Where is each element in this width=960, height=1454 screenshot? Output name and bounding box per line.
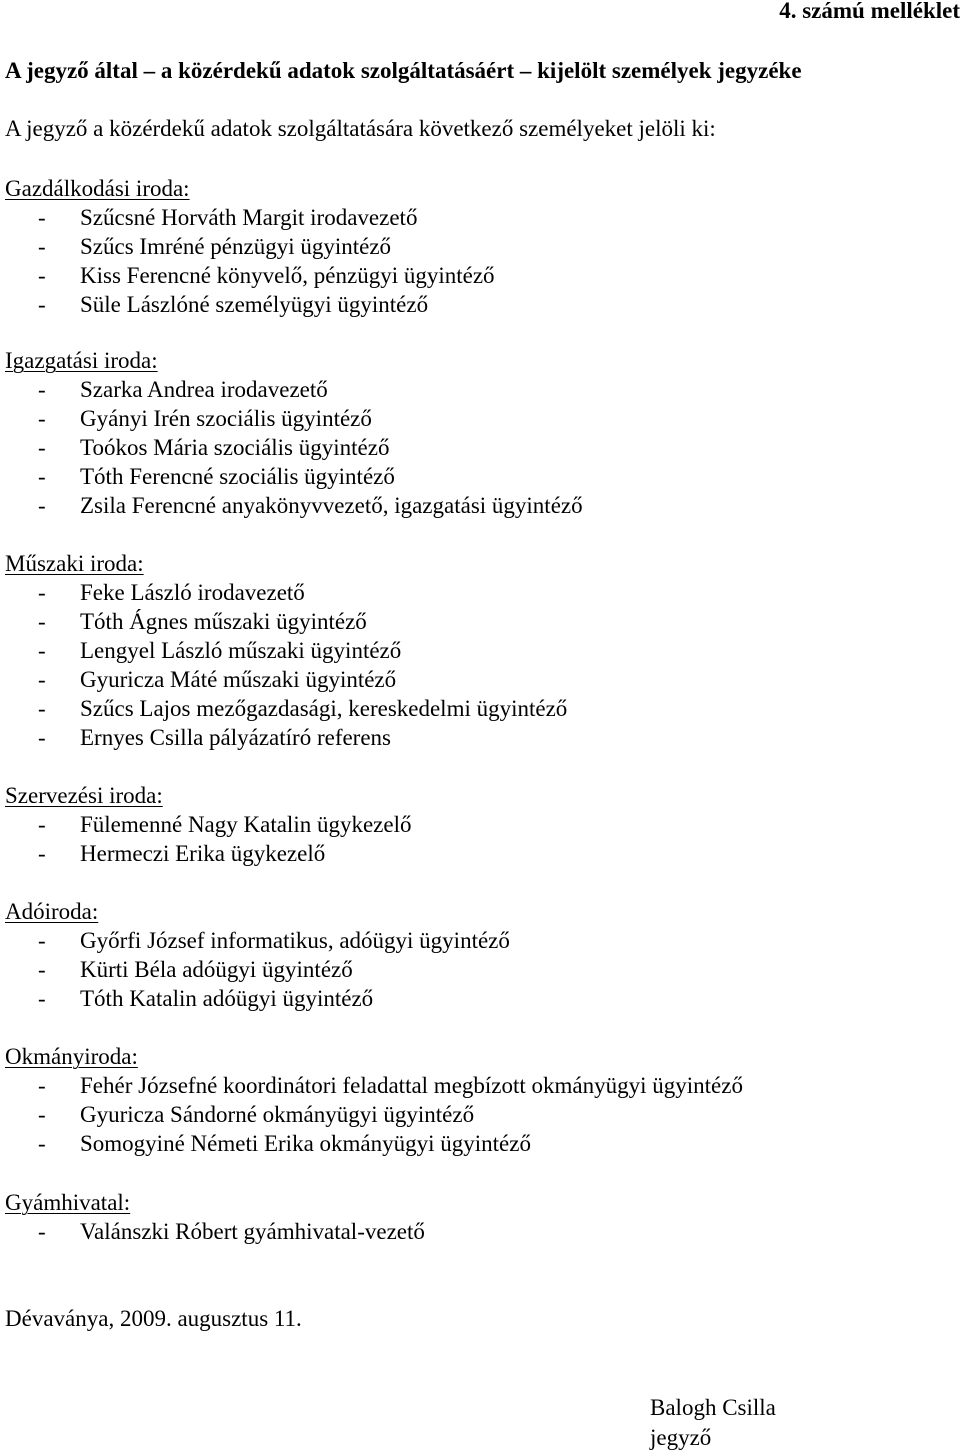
- bullet-dash: -: [38, 1219, 46, 1244]
- section-adoiroda: [5, 897, 945, 1013]
- bullet-dash: -: [38, 725, 46, 750]
- bullet-dash: -: [38, 957, 46, 982]
- item-text: Kürti Béla adóügyi ügyintéző: [80, 957, 353, 982]
- item-list: [5, 810, 945, 868]
- item-list: [5, 1071, 945, 1158]
- section-okmanyiroda: [5, 1042, 945, 1158]
- item-text: Hermeczi Erika ügykezelő: [80, 841, 326, 866]
- item-list: [5, 926, 945, 1013]
- item-text: Somogyiné Németi Erika okmányügyi ügyintéző: [80, 1131, 531, 1156]
- section-title: Szervezési iroda:: [5, 783, 163, 808]
- bullet-dash: -: [38, 377, 46, 402]
- item-text: Zsila Ferencné anyakönyvvezető, igazgatási ügyintéző: [80, 493, 583, 518]
- section-igazgatasi: [5, 346, 945, 520]
- list-item: [5, 694, 945, 723]
- list-item: [5, 665, 945, 694]
- bullet-dash: -: [38, 986, 46, 1011]
- section-gyamhivatal: [5, 1188, 945, 1246]
- bullet-dash: -: [38, 580, 46, 605]
- item-text: Tóth Ágnes műszaki ügyintéző: [80, 609, 367, 634]
- bullet-dash: -: [38, 234, 46, 259]
- section-title: Gyámhivatal:: [5, 1190, 131, 1215]
- bullet-dash: -: [38, 841, 46, 866]
- place-date: Dévaványa, 2009. augusztus 11.: [5, 1306, 302, 1331]
- list-item: [5, 955, 945, 984]
- bullet-dash: -: [38, 493, 46, 518]
- item-text: Ernyes Csilla pályázatíró referens: [80, 725, 392, 750]
- item-text: Tóth Katalin adóügyi ügyintéző: [80, 986, 374, 1011]
- annex-label: 4. számú melléklet: [779, 0, 960, 23]
- signature-role: jegyző: [650, 1425, 712, 1450]
- item-text: Szűcs Lajos mezőgazdasági, kereskedelmi ügyintéző: [80, 696, 568, 721]
- list-item: [5, 578, 945, 607]
- bullet-dash: -: [38, 667, 46, 692]
- item-text: Gyuricza Máté műszaki ügyintéző: [80, 667, 397, 692]
- item-list: [5, 375, 945, 520]
- section-title: Adóiroda:: [5, 899, 99, 924]
- list-item: [5, 1129, 945, 1158]
- bullet-dash: -: [38, 435, 46, 460]
- list-item: [5, 375, 945, 404]
- item-list: [5, 1217, 945, 1246]
- section-title: Igazgatási iroda:: [5, 348, 158, 373]
- list-item: [5, 404, 945, 433]
- list-item: [5, 491, 945, 520]
- bullet-dash: -: [38, 638, 46, 663]
- list-item: [5, 607, 945, 636]
- section-muszaki: [5, 549, 945, 752]
- list-item: [5, 1071, 945, 1100]
- item-text: Szűcsné Horváth Margit irodavezető: [80, 205, 418, 230]
- bullet-dash: -: [38, 1102, 46, 1127]
- item-text: Toókos Mária szociális ügyintéző: [80, 435, 390, 460]
- signature-block: [650, 1393, 776, 1453]
- bullet-dash: -: [38, 292, 46, 317]
- item-text: Győrfi József informatikus, adóügyi ügyintéző: [80, 928, 510, 953]
- bullet-dash: -: [38, 928, 46, 953]
- bullet-dash: -: [38, 1073, 46, 1098]
- bullet-dash: -: [38, 406, 46, 431]
- list-item: [5, 1100, 945, 1129]
- bullet-dash: -: [38, 812, 46, 837]
- item-text: Süle Lászlóné személyügyi ügyintéző: [80, 292, 429, 317]
- item-text: Gyuricza Sándorné okmányügyi ügyintéző: [80, 1102, 475, 1127]
- list-item: [5, 261, 945, 290]
- item-text: Fülemenné Nagy Katalin ügykezelő: [80, 812, 412, 837]
- list-item: [5, 290, 945, 319]
- bullet-dash: -: [38, 1131, 46, 1156]
- item-text: Kiss Ferencné könyvelő, pénzügyi ügyintéző: [80, 263, 495, 288]
- bullet-dash: -: [38, 205, 46, 230]
- bullet-dash: -: [38, 263, 46, 288]
- list-item: [5, 1217, 945, 1246]
- list-item: [5, 203, 945, 232]
- list-item: [5, 810, 945, 839]
- document-heading: A jegyző által – a közérdekű adatok szolgáltatásáért – kijelölt személyek jegyzéke: [5, 58, 802, 83]
- bullet-dash: -: [38, 696, 46, 721]
- list-item: [5, 636, 945, 665]
- item-list: [5, 203, 945, 319]
- list-item: [5, 462, 945, 491]
- item-text: Valánszki Róbert gyámhivatal-vezető: [80, 1219, 425, 1244]
- item-list: [5, 578, 945, 752]
- item-text: Szarka Andrea irodavezető: [80, 377, 328, 402]
- list-item: [5, 926, 945, 955]
- section-title: Műszaki iroda:: [5, 551, 144, 576]
- list-item: [5, 984, 945, 1013]
- item-text: Feke László irodavezető: [80, 580, 305, 605]
- intro-text: A jegyző a közérdekű adatok szolgáltatására következő személyeket jelöli ki:: [5, 116, 716, 141]
- item-text: Gyányi Irén szociális ügyintéző: [80, 406, 372, 431]
- item-text: Szűcs Imréné pénzügyi ügyintéző: [80, 234, 392, 259]
- section-title: Okmányiroda:: [5, 1044, 138, 1069]
- bullet-dash: -: [38, 464, 46, 489]
- list-item: [5, 723, 945, 752]
- item-text: Fehér Józsefné koordinátori feladattal megbízott okmányügyi ügyintéző: [80, 1073, 743, 1098]
- item-text: Lengyel László műszaki ügyintéző: [80, 638, 402, 663]
- item-text: Tóth Ferencné szociális ügyintéző: [80, 464, 395, 489]
- signature-name: Balogh Csilla: [650, 1395, 776, 1420]
- list-item: [5, 839, 945, 868]
- section-szervezesi: [5, 781, 945, 868]
- section-gazdalkodasi: [5, 174, 945, 319]
- list-item: [5, 232, 945, 261]
- bullet-dash: -: [38, 609, 46, 634]
- section-title: Gazdálkodási iroda:: [5, 176, 190, 201]
- list-item: [5, 433, 945, 462]
